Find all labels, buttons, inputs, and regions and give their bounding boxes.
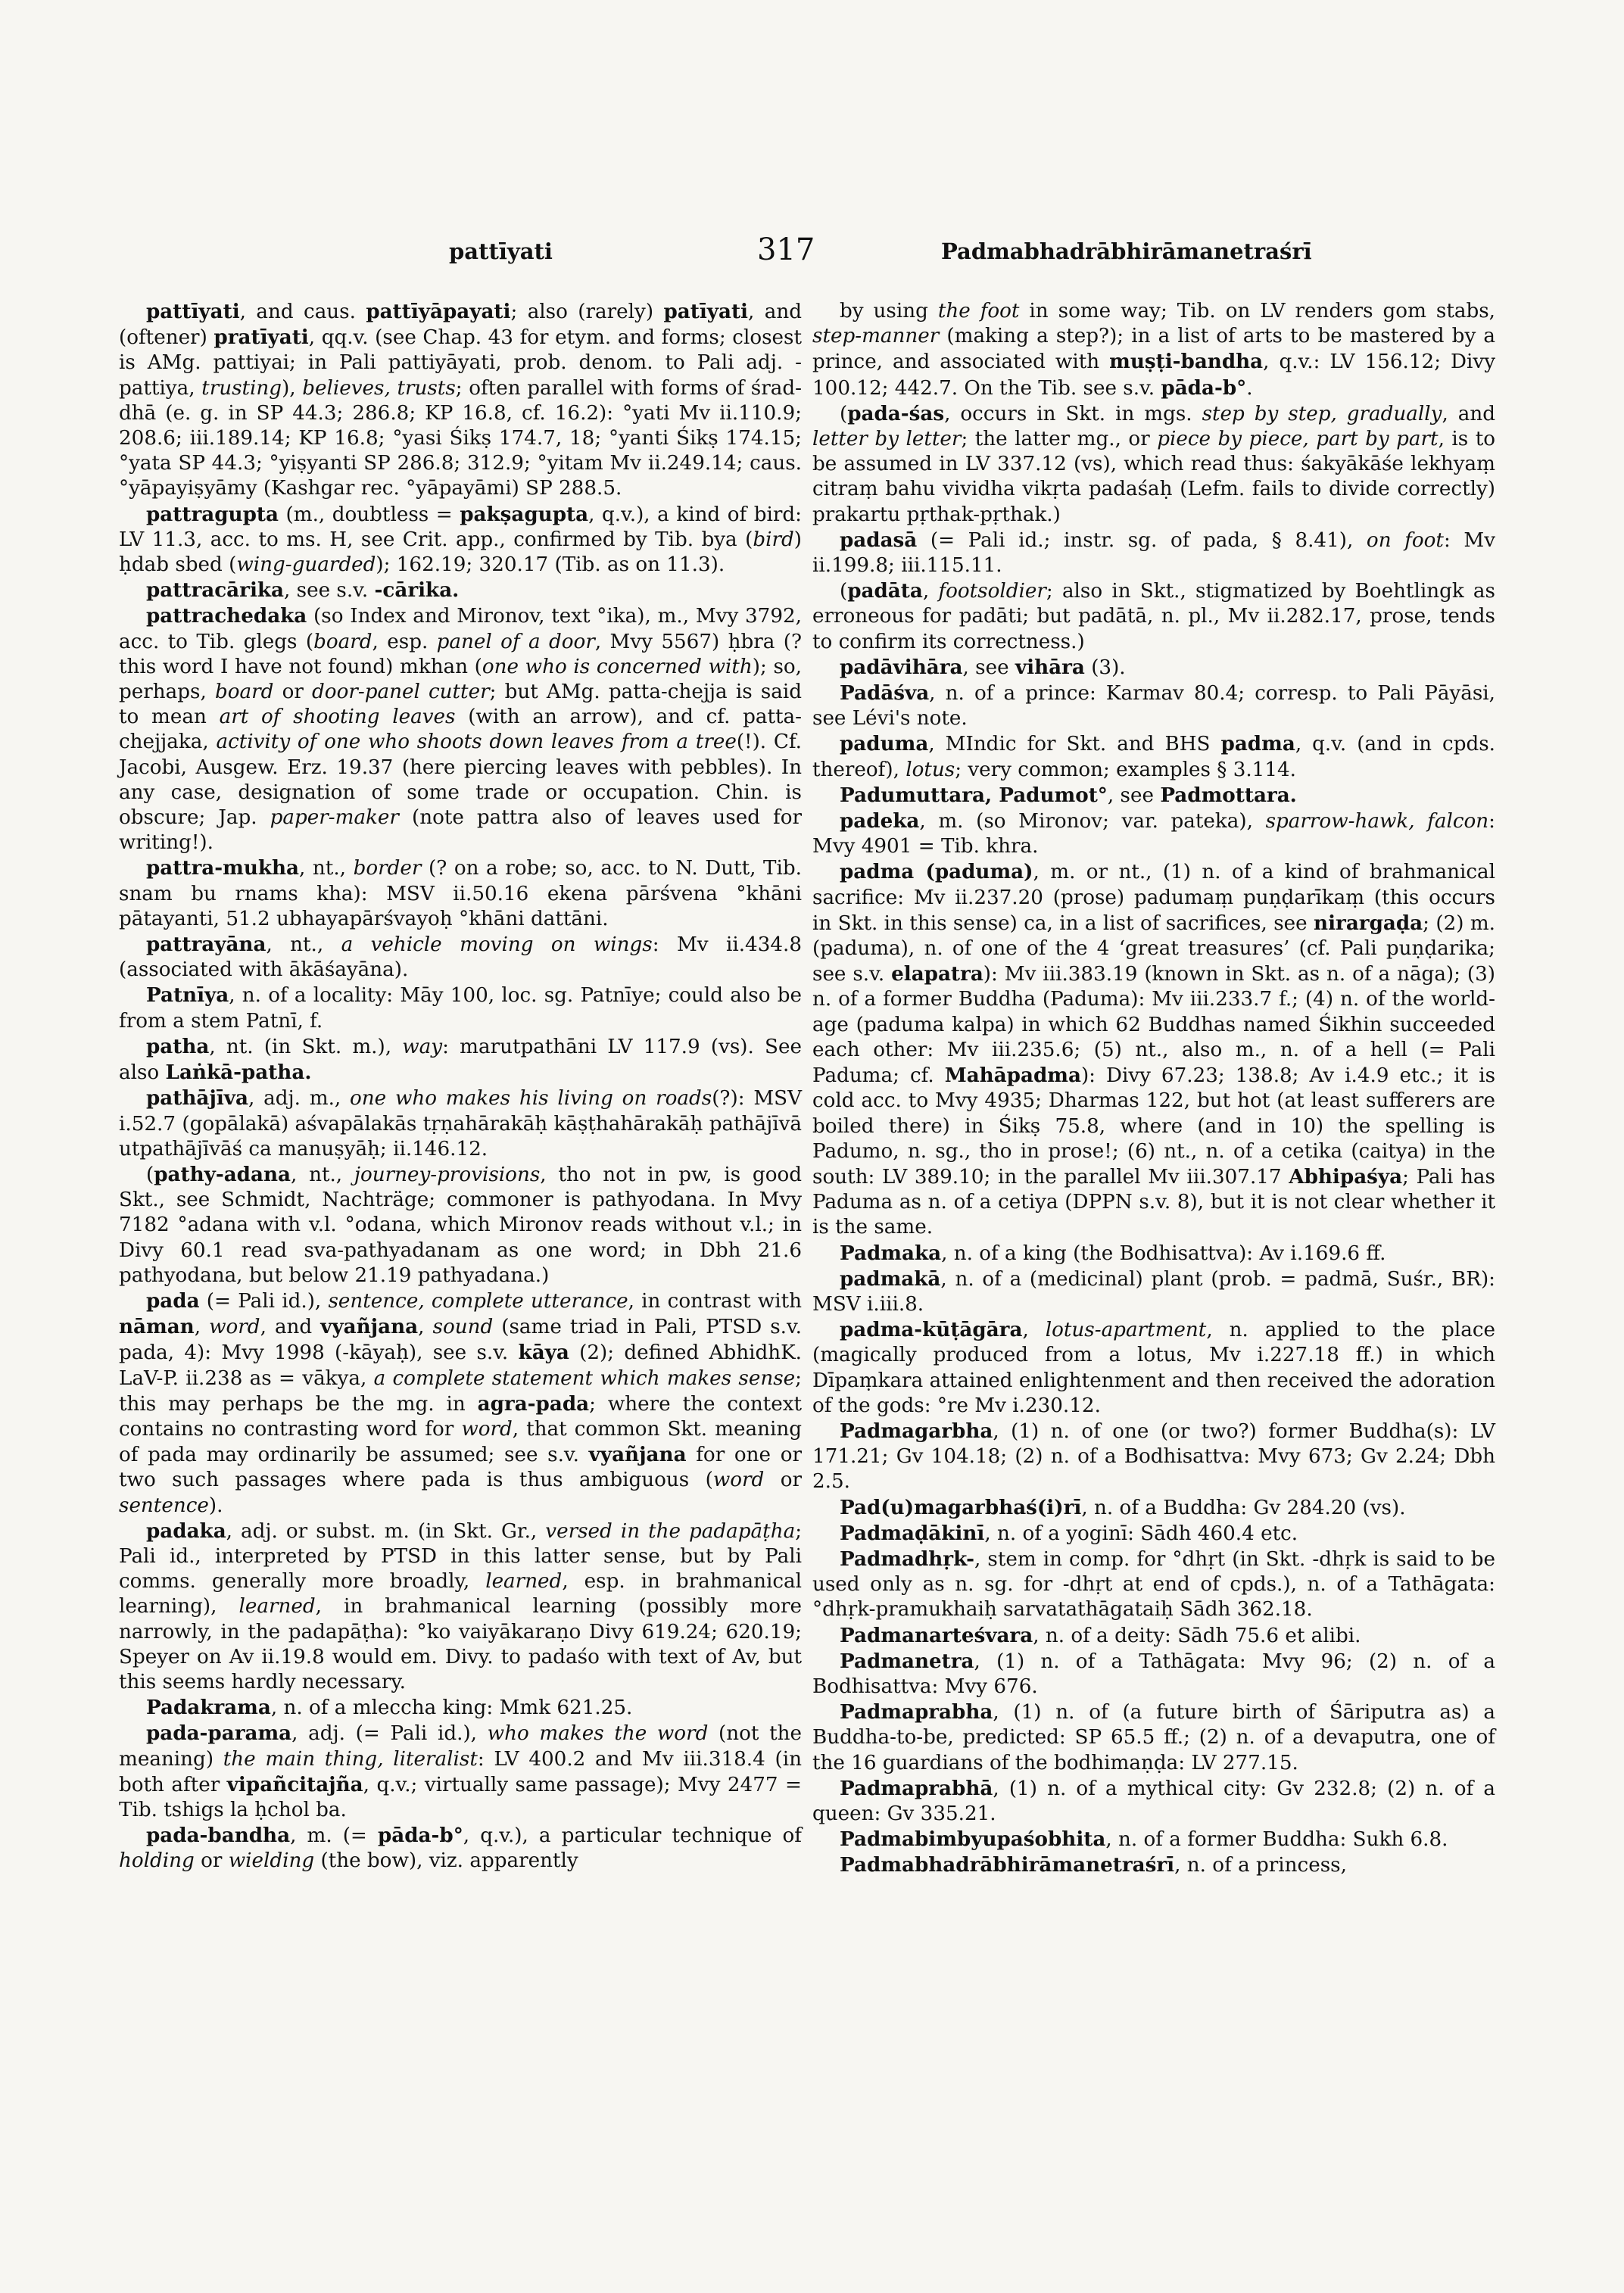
dictionary-entry: pattragupta (m., doubtless = pakṣagupta, q.v.), a kind of bird: LV 11.3, acc. to ms. H, see Crit. app., confirmed by Tib. bya (bird) ḥdab sbed (wing-guarded); 162.19; 320.17 (Tib. as on 11.3).: [119, 502, 802, 577]
dictionary-entry: Padmaprabha, (1) n. of (a future birth of Śāriputra as) a Buddha-to-be, predicted: SP 65.5 ff.; (2) n. of a devaputra, one of the 16 guardians of the bodhimaṇḍa: LV 277.15.: [812, 1700, 1495, 1774]
dictionary-entry: Padmaka, n. of a king (the Bodhisattva): Av i.169.6 ff.: [840, 1241, 1386, 1265]
dictionary-entry: pattīyati, and caus. pattīyāpayati; also (rarely) patīyati, and (oftener) pratīyati, qq.v. (see Chap. 43 for etym. and forms; closest is AMg. pattiyai; in Pali pattiyāyati, prob. denom. to Pali adj. -pattiya, trusting), believes, trusts; often parallel with forms of śrad-dhā (e. g. in SP 44.3; 286.8; KP 16.8, cf. 16.2): °yati Mv ii.110.9; 208.6; iii.189.14; KP 16.8; °yasi Śikṣ 174.7, 18; °yanti Śikṣ 174.15; °yata SP 44.3; °yiṣyanti SP 286.8; 312.9; °yitam Mv ii.249.14; caus. °yāpayiṣyāmy (Kashgar rec. °yāpayāmi) SP 288.5.: [119, 300, 802, 500]
dictionary-entry: Padāśva, n. of a prince: Karmav 80.4; corresp. to Pali Pāyāsi, see Lévi's note.: [812, 681, 1495, 731]
dictionary-entry: by using the foot in some way; Tib. on LV renders gom stabs, step-manner (making a step?); in a list of arts to be mastered by a prince, and associated with muṣṭi-bandha, q.v.: LV 156.12; Divy 100.12; 442.7. On the Tib. see s.v. pāda-b°.: [812, 300, 1495, 400]
dictionary-entry: Padmanetra, (1) n. of a Tathāgata: Mvy 96; (2) n. of a Bodhisattva: Mvy 676.: [812, 1649, 1495, 1698]
dictionary-entry: padasā (= Pali id.; instr. sg. of pada, § 8.41), on foot: Mv ii.199.8; iii.115.11.: [812, 528, 1495, 578]
dictionary-entry: patha, nt. (in Skt. m.), way: marutpathāni LV 117.9 (vs). See also Laṅkā-patha.: [119, 1034, 802, 1085]
dictionary-entry: Padumuttara, Padumot°, see Padmottara.: [840, 783, 1297, 807]
dictionary-entry: padma-kūṭāgāra, lotus-apartment, n. applied to the place (magically produced from a lotus, Mv i.227.18 ff.) in which Dīpaṃkara attained enlightenment and then received the adoration of the gods: °re Mv i.230.12.: [812, 1318, 1495, 1417]
dictionary-entry: Padmagarbha, (1) n. of one (or two?) former Buddha(s): LV 171.21; Gv 104.18; (2) n. of a Bodhisattva: Mvy 673; Gv 2.24; Dbh 2.5.: [812, 1419, 1495, 1494]
running-head-left: pattīyati: [449, 238, 553, 264]
dictionary-entry: pada-bandha, m. (= pāda-b°, q.v.), a particular technique of holding or wielding (the bow), viz. apparently: [119, 1824, 802, 1873]
dictionary-entry: Padmaprabhā, (1) n. of a mythical city: Gv 232.8; (2) n. of a queen: Gv 335.21.: [812, 1776, 1495, 1825]
dictionary-entry: Padakrama, n. of a mleccha king: Mmk 621.25.: [146, 1696, 633, 1720]
dictionary-entry: pathājīva, adj. m., one who makes his living on roads(?): MSV i.52.7 (gopālakā) aśvapālakās tṛṇahārakāḥ kāṣṭhahārakāḥ pathājīvā utpathājīvāś ca manuṣyāḥ; ii.146.12.: [119, 1086, 802, 1161]
dictionary-entry: Patnīya, n. of a locality: Māy 100, loc. sg. Patnīye; could also be from a stem Patnī, f.: [119, 983, 802, 1033]
dictionary-entry: Padmadhṛk-, stem in comp. for °dhṛt (in Skt. -dhṛk is said to be used only as n. sg. for -dhṛt at end of cpds.), n. of a Tathāgata: °dhṛk-pramukhaiḥ sarvatathāgataiḥ Sādh 362.18.: [812, 1547, 1495, 1622]
dictionary-entry: pada-parama, adj. (= Pali id.), who makes the word (not the meaning) the main thing, literalist: LV 400.2 and Mv iii.318.4 (in both after vipañcitajña, q.v.; virtually same passage); Mvy 2477 = Tib. tshigs la ḥchol ba.: [119, 1721, 802, 1821]
dictionary-entry: padmakā, n. of a (medicinal) plant (prob. = padmā, Suśr., BR): MSV i.iii.8.: [812, 1266, 1495, 1316]
dictionary-entry: paduma, MIndic for Skt. and BHS padma, q.v. (and in cpds. thereof), lotus; very common; examples § 3.114.: [812, 732, 1495, 781]
page-number: 317: [757, 232, 815, 267]
dictionary-entry: pattracārika, see s.v. -cārika.: [146, 578, 460, 603]
dictionary-entry: padāvihāra, see vihāra (3).: [840, 655, 1126, 679]
dictionary-entry: Padmabimbyupaśobhita, n. of a former Buddha: Sukh 6.8.: [840, 1827, 1448, 1852]
left-column: [119, 299, 802, 1874]
running-head-right: Padmabhadrābhirāmanetraśrī: [941, 238, 1312, 264]
dictionary-entry: (pathy-adana, nt., journey-provisions, tho not in pw, is good Skt., see Schmidt, Nachträge; commoner is pathyodana. In Mvy 7182 °adana with v.l. °odana, which Mironov reads without v.l.; in Divy 60.1 read sva-pathyadanam as one word; in Dbh 21.6 pathyodana, but below 21.19 pathyadana.): [119, 1162, 802, 1287]
dictionary-entry: pattra-mukha, nt., border (? on a robe; so, acc. to N. Dutt, Tib. snam bu rnams kha): MSV ii.50.16 ekena pārśvena °khāni pātayanti, 51.2 ubhayapārśvayoḥ °khāni dattāni.: [119, 856, 802, 930]
dictionary-entry: padma (paduma), m. or nt., (1) n. of a kind of brahmanical sacrifice: Mv ii.237.20 (prose) padumaṃ puṇḍarīkaṃ (this occurs in Skt. in this sense) ca, in a list of sacrifices, see nirargaḍa; (2) m. (paduma), n. of one of the 4 ‘great treasures’ (cf. Pali puṇḍarika; see s.v. elapatra): Mv iii.383.19 (known in Skt. as n. of a nāga); (3) n. of a former Buddha (Paduma): Mv iii.233.7 f.; (4) n. of the world-age (paduma kalpa) in which 62 Buddhas named Śikhin succeeded each other: Mv iii.235.6; (5) nt., also m., n. of a hell (= Pali Paduma; cf. Mahāpadma): Divy 67.23; 138.8; Av i.4.9 etc.; it is cold acc. to Mvy 4935; Dharmas 122, but hot (at least sufferers are boiled there) in Śikṣ 75.8, where (and in 10) the spelling is Padumo, n. sg., tho in prose!; (6) nt., n. of a cetika (caitya) in the south: LV 389.10; in the parallel Mv iii.307.17 Abhipaśya; Pali has Paduma as n. of a cetiya (DPPN s.v. 8), but it is not clear whether it is the same.: [812, 860, 1496, 1239]
dictionary-entry: pada (= Pali id.), sentence, complete utterance, in contrast with nāman, word, and vyañjana, sound (same triad in Pali, PTSD s.v. pada, 4): Mvy 1998 (-kāyaḥ), see s.v. kāya (2); defined AbhidhK. LaV-P. ii.238 as = vākya, a complete statement which makes sense; this may perhaps be the mg. in agra-pada; where the context contains no contrasting word for word, that common Skt. meaning of pada may ordinarily be assumed; see s.v. vyañjana for one or two such passages where pada is thus ambiguous (word or sentence).: [119, 1288, 803, 1517]
dictionary-entry: pattrachedaka (so Index and Mironov, text °ika), m., Mvy 3792, acc. to Tib. glegs (board, esp. panel of a door, Mvy 5567) ḥbra (? this word I have not found) mkhan (one who is concerned with); so, perhaps, board or door-panel cutter; but AMg. patta-chejja is said to mean art of shooting leaves (with an arrow), and cf. patta-chejjaka, activity of one who shoots down leaves from a tree(!). Cf. Jacobi, Ausgew. Erz. 19.37 (here piercing leaves with pebbles). In any case, designation of some trade or occupation. Chin. is obscure; Jap. paper-maker (note pattra also of leaves used for writing!).: [119, 604, 803, 855]
dictionary-entry: Padmanarteśvara, n. of a deity: Sādh 75.6 et alibi.: [840, 1623, 1361, 1647]
dictionary-entry: Padmabhadrābhirāmanetraśrī, n. of a princess,: [840, 1853, 1347, 1877]
dictionary-entry: padeka, m. (so Mironov; var. pateka), sparrow-hawk, falcon: Mvy 4901 = Tib. khra.: [812, 809, 1495, 858]
dictionary-entry: Padmaḍākinī, n. of a yoginī: Sādh 460.4 etc.: [840, 1521, 1298, 1545]
dictionary-entry: (pada-śas, occurs in Skt. in mgs. step by step, gradually, and letter by letter; the latter mg., or piece by piece, part by part, is to be assumed in LV 337.12 (vs), which read thus: śakyākāśe lekhyaṃ citraṃ bahu vividha vikṛta padaśaḥ (Lefm. fails to divide correctly) prakartu pṛthak-pṛthak.): [812, 401, 1495, 526]
dictionary-entry: pattrayāna, nt., a vehicle moving on wings: Mv ii.434.8 (associated with ākāśayāna).: [119, 933, 803, 982]
dictionary-entry: (padāta, footsoldier; also in Skt., stigmatized by Boehtlingk as erroneous for padāti; but padātā, n. pl., Mv ii.282.17, prose, tends to confirm its correctness.): [812, 579, 1495, 653]
right-column: [812, 299, 1495, 1879]
dictionary-entry: padaka, adj. or subst. m. (in Skt. Gr., versed in the padapāṭha; Pali id., interpreted by PTSD in this latter sense, but by Pali comms. generally more broadly, learned, esp. in brahmanical learning), learned, in brahmanical learning (possibly more narrowly, in the padapāṭha): °ko vaiyākaraṇo Divy 619.24; 620.19; Speyer on Av ii.19.8 would em. Divy. to padaśo with text of Av, but this seems hardly necessary.: [119, 1519, 803, 1693]
dictionary-entry: Pad(u)magarbhaś(i)rī, n. of a Buddha: Gv 284.20 (vs).: [840, 1495, 1406, 1519]
